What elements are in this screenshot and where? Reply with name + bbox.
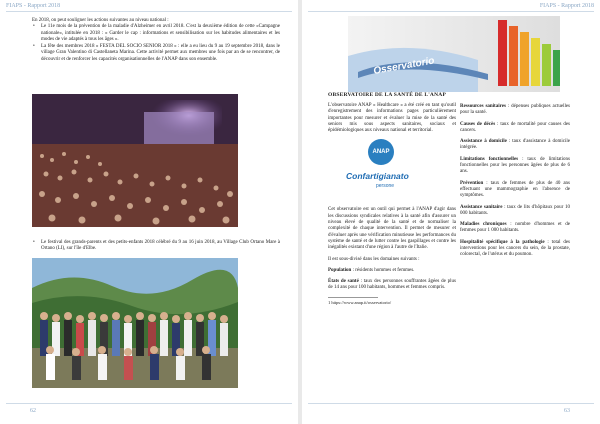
confartigianato-logo: Confartigianato — [346, 171, 409, 182]
bullet-list — [32, 24, 280, 63]
domain-item: États de santé : taux des personnes souffrantes âgées de plus de 14 ans pour 100 habitants, hommes et femmes compris. — [328, 279, 456, 291]
bullet-item: • Le festival des grands-parents et des petits-enfants 2018 célébré du 9 au 16 juin 2018, au Village Club Ortano Mare à Ortano (LI), sur l'île d'Elbe. — [33, 240, 280, 252]
bullet-item: • Le 11e mois de la prévention de la maladie d'Alzheimer en avril 2018. C'est la deuxième édition de cette «Campagne nationale», intitulée en 2018 : « Garder le cap : informations et sensibilisation sur les habitudes alimentaires et les modes de vie adaptés à tous les âges ». — [33, 24, 280, 42]
page-header: FIAPS - Rapport 2018 — [539, 3, 594, 9]
left-page — [0, 0, 298, 424]
page-number: 63 — [564, 408, 570, 414]
paragraph: Cet observatoire est un outil qui permet à l'ANAP d'agir dans les discussions syndicales relatives à la santé afin d'assurer un niveau élevé de qualité de la santé et de normaliser la complexité de chaque intervention. Il permet de mesurer et d'évaluer après une vérification minutieuse les performances du système de santé et de lutter contre les gaspillages et contre les inégalités existant d'une région à l'autre de l'Italie. — [328, 207, 456, 251]
right-page — [302, 0, 600, 424]
bullet-item: • La fête des membres 2018 « FESTA DEL SOCIO SENIOR 2018 » : elle a eu lieu du 9 au 19 septembre 2018, dans le village Gran Valentino di Castellaneta Marina. Cette activité permet aux membres une fois par an de se rencontrer, de découvrir et de renforcer les capacités organisationnelles de l'ANAP dans son ensemble. — [33, 44, 280, 62]
footnote-rule — [328, 297, 378, 298]
footer-divider — [308, 403, 594, 404]
column-right — [460, 104, 570, 264]
paragraph: L'observatoire ANAP « Healthcare » a été créé en tant qu'outil d'enregistrement des informations pages particulièrement importantes pour mesurer et évaluer la mise de la santé des seniors mis sous aspects sanitaires, sociaux et épidémiologiques aux niveaux national et territorial. — [328, 103, 456, 134]
page-number: 62 — [30, 408, 36, 414]
domain-item: Limitations fonctionnelles : taux de limitations fonctionnelles pour les personnes âgées de plus de 6 ans. — [460, 156, 571, 175]
domain-item: Causes de décès : taux de mortalité pour causes des cancers. — [460, 121, 570, 133]
concert-photo — [32, 94, 238, 227]
domain-item: Assistance sanitaire : taux de lits d'hôpitaux pour 10 000 habitants. — [460, 204, 570, 216]
domain-item: Maladies chroniques : nombre d'hommes et de femmes pour 1 000 habitants. — [460, 222, 571, 234]
footnote: 1 https://www.anap.it/osservatorio/ — [328, 299, 392, 305]
observatory-banner — [348, 16, 560, 92]
column-left — [328, 92, 456, 311]
logos — [328, 139, 456, 201]
banner-text: Osservatorio — [372, 55, 436, 77]
festival-block — [32, 240, 280, 254]
header-divider — [6, 11, 292, 12]
anap-logo: ANAP — [368, 139, 394, 165]
confartigianato-subtitle: persone — [376, 183, 395, 190]
domain-item: Assistance à domicile : taux d'assistance à domicile intégrée. — [460, 139, 570, 151]
footer-divider — [6, 403, 292, 404]
intro-text: En 2018, on peut souligner les actions suivantes au niveau national : — [32, 18, 169, 23]
domain-item: Population : résidents hommes et femmes. — [328, 267, 415, 273]
intro-block — [32, 18, 280, 64]
domain-item: Ressources sanitaires : dépenses publiques actuelles pour la santé. — [460, 104, 571, 116]
domain-item: Hospitalité spécifique à la pathologie : total des interventions pour les cancers du sein, de la prostate, colorectal, de l'utérus et du poumon. — [460, 239, 570, 258]
section-title: OBSERVATOIRE DE LA SANTÉ DE L'ANAP — [328, 92, 447, 98]
paragraph: Il est sous-divisé dans les domaines suivants : — [328, 256, 420, 262]
page-header: FIAPS - Rapport 2018 — [6, 3, 61, 9]
domain-item: Prévention : taux de femmes de plus de 40 ans effectuant une mammographie en l'absence de symptômes. — [460, 180, 570, 199]
group-photo — [32, 258, 238, 388]
header-divider — [308, 11, 594, 12]
